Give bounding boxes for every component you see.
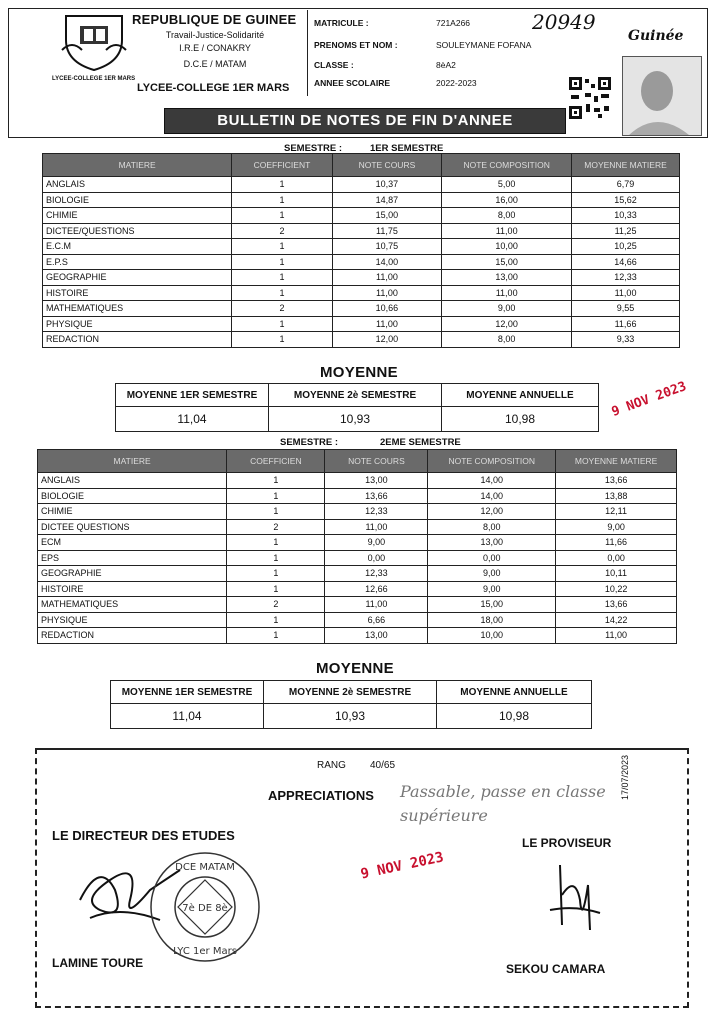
cell-note-cours: 13,00: [325, 628, 428, 644]
cell-matiere: EPS: [38, 550, 227, 566]
semester1-label: SEMESTRE :: [284, 143, 343, 154]
cell-note-cours: 11,00: [325, 519, 428, 535]
matricule-value: 721A266: [436, 18, 471, 28]
cell-note-cours: 6,66: [325, 612, 428, 628]
col-note-cours: NOTE COURS: [332, 154, 442, 177]
col-note-cours: NOTE COURS: [325, 450, 428, 473]
table-header: [38, 450, 677, 473]
cell-note-cours: 12,33: [325, 504, 428, 520]
moyenne-header-s2: MOYENNE 2è SEMESTRE: [269, 384, 442, 407]
table-row: [38, 550, 677, 566]
cell-note-composition: 10,00: [428, 628, 556, 644]
cell-note-composition: 8,00: [442, 208, 572, 224]
col-coefficient: COEFFICIEN: [227, 450, 325, 473]
cell-matiere: CHIMIE: [38, 504, 227, 520]
rang-value: 40/65: [370, 760, 396, 771]
moyenne-header-s1: MOYENNE 1ER SEMESTRE: [116, 384, 269, 407]
col-coefficient: COEFFICIENT: [232, 154, 332, 177]
cell-matiere: REDACTION: [43, 332, 232, 348]
cell-moyenne-matiere: 9,00: [556, 519, 677, 535]
cell-note-composition: 10,00: [442, 239, 572, 255]
bulletin-title: BULLETIN DE NOTES DE FIN D'ANNEE: [164, 108, 566, 134]
year-label: ANNEE SCOLAIRE: [314, 78, 391, 88]
cell-note-composition: 11,00: [442, 285, 572, 301]
cell-moyenne-matiere: 9,55: [572, 301, 680, 317]
appreciations-label: APPRECIATIONS: [268, 788, 374, 803]
table-row: [43, 192, 680, 208]
cell-note-composition: 13,00: [442, 270, 572, 286]
cell-matiere: BIOLOGIE: [43, 192, 232, 208]
moyenne-value-annual: 10,98: [437, 704, 592, 729]
cell-matiere: CHIMIE: [43, 208, 232, 224]
cell-note-composition: 14,00: [428, 473, 556, 489]
cell-matiere: E.P.S: [43, 254, 232, 270]
cell-moyenne-matiere: 0,00: [556, 550, 677, 566]
qr-code-icon: [568, 76, 612, 120]
col-note-composition: NOTE COMPOSITION: [428, 450, 556, 473]
moyenne-value-s1: 11,04: [116, 407, 269, 432]
cell-note-composition: 5,00: [442, 177, 572, 193]
table-row: [43, 332, 680, 348]
year-value: 2022-2023: [436, 78, 477, 88]
cell-moyenne-matiere: 15,62: [572, 192, 680, 208]
name-value: SOULEYMANE FOFANA: [436, 40, 532, 50]
moyenne-table-2: [110, 680, 592, 729]
cell-note-composition: 18,00: [428, 612, 556, 628]
official-seal: [140, 848, 270, 966]
cell-coefficient: 2: [227, 519, 325, 535]
table-row: [38, 504, 677, 520]
director-name: LAMINE TOURE: [52, 956, 144, 970]
moyenne-title-2: MOYENNE: [316, 660, 394, 677]
moyenne-header-annual: MOYENNE ANNUELLE: [442, 384, 599, 407]
cell-moyenne-matiere: 11,66: [556, 535, 677, 551]
cell-note-cours: 11,00: [332, 316, 442, 332]
table-row: [38, 519, 677, 535]
motto: Travail-Justice-Solidarité: [165, 30, 265, 40]
moyenne-table-1: [115, 383, 599, 432]
cell-coefficient: 2: [232, 223, 332, 239]
cell-moyenne-matiere: 14,22: [556, 612, 677, 628]
rang-label: RANG: [317, 760, 346, 771]
cell-coefficient: 1: [227, 473, 325, 489]
table-row: [38, 581, 677, 597]
seal-inner-text: 7è DE 8è: [182, 903, 228, 914]
cell-coefficient: 1: [227, 535, 325, 551]
cell-moyenne-matiere: 10,33: [572, 208, 680, 224]
proviseur-title: LE PROVISEUR: [522, 836, 612, 850]
cell-matiere: HISTOIRE: [38, 581, 227, 597]
cell-coefficient: 1: [227, 504, 325, 520]
cell-note-cours: 11,00: [332, 270, 442, 286]
table-row: [43, 223, 680, 239]
cell-moyenne-matiere: 11,00: [556, 628, 677, 644]
moyenne-header-annual: MOYENNE ANNUELLE: [437, 681, 592, 704]
cell-note-composition: 9,00: [428, 581, 556, 597]
cell-coefficient: 1: [232, 316, 332, 332]
table-row: [38, 612, 677, 628]
cell-coefficient: 1: [232, 270, 332, 286]
cell-note-composition: 8,00: [428, 519, 556, 535]
semester2-name: 2EME SEMESTRE: [380, 437, 461, 448]
cell-matiere: GEOGRAPHIE: [38, 566, 227, 582]
cell-note-cours: 12,00: [332, 332, 442, 348]
table-row: [38, 488, 677, 504]
cell-moyenne-matiere: 10,22: [556, 581, 677, 597]
cell-note-cours: 13,00: [325, 473, 428, 489]
cell-coefficient: 1: [232, 254, 332, 270]
student-photo: [622, 56, 702, 136]
col-matiere: MATIERE: [38, 450, 227, 473]
cell-note-composition: 16,00: [442, 192, 572, 208]
cell-moyenne-matiere: 9,33: [572, 332, 680, 348]
cell-matiere: PHYSIQUE: [43, 316, 232, 332]
cell-note-cours: 15,00: [332, 208, 442, 224]
cell-note-composition: 8,00: [442, 332, 572, 348]
cell-coefficient: 1: [232, 332, 332, 348]
proviseur-signature: [540, 855, 610, 935]
cell-moyenne-matiere: 11,66: [572, 316, 680, 332]
class-value: 8èA2: [436, 60, 456, 70]
cell-coefficient: 1: [227, 581, 325, 597]
table-header: [43, 154, 680, 177]
cell-note-composition: 13,00: [428, 535, 556, 551]
cell-matiere: REDACTION: [38, 628, 227, 644]
cell-note-composition: 14,00: [428, 488, 556, 504]
cell-note-cours: 14,00: [332, 254, 442, 270]
brand-logo: Guinée: [628, 28, 684, 44]
cell-moyenne-matiere: 6,79: [572, 177, 680, 193]
table-row: [43, 316, 680, 332]
col-matiere: MATIERE: [43, 154, 232, 177]
semester2-label: SEMESTRE :: [280, 437, 339, 448]
cell-note-cours: 10,37: [332, 177, 442, 193]
cell-coefficient: 2: [227, 597, 325, 613]
ire-line: I.R.E / CONAKRY: [179, 43, 251, 53]
cell-moyenne-matiere: 13,66: [556, 597, 677, 613]
cell-moyenne-matiere: 11,00: [572, 285, 680, 301]
cell-coefficient: 1: [227, 566, 325, 582]
cell-note-cours: 11,75: [332, 223, 442, 239]
cell-note-cours: 12,66: [325, 581, 428, 597]
table-row: [43, 270, 680, 286]
logo-caption: LYCEE-COLLEGE 1ER MARS: [52, 76, 136, 82]
semester1-name: 1ER SEMESTRE: [370, 143, 444, 154]
cell-matiere: ANGLAIS: [38, 473, 227, 489]
table-row: [38, 473, 677, 489]
table-row: [43, 177, 680, 193]
cell-note-cours: 0,00: [325, 550, 428, 566]
cell-note-cours: 11,00: [332, 285, 442, 301]
cell-note-composition: 15,00: [442, 254, 572, 270]
cell-moyenne-matiere: 12,11: [556, 504, 677, 520]
cell-note-composition: 11,00: [442, 223, 572, 239]
school-logo: [58, 10, 130, 74]
cell-note-composition: 12,00: [442, 316, 572, 332]
country-title: REPUBLIQUE DE GUINEE: [132, 12, 297, 27]
table-row: [43, 301, 680, 317]
cell-moyenne-matiere: 13,66: [556, 473, 677, 489]
cell-note-composition: 12,00: [428, 504, 556, 520]
date-vertical: 17/07/2023: [620, 754, 630, 800]
cell-note-cours: 13,66: [325, 488, 428, 504]
handwritten-number: 20949: [532, 10, 596, 34]
cell-moyenne-matiere: 11,25: [572, 223, 680, 239]
moyenne-value-s1: 11,04: [111, 704, 264, 729]
cell-matiere: ANGLAIS: [43, 177, 232, 193]
table-row: [43, 239, 680, 255]
table-row: [43, 208, 680, 224]
moyenne-header-s1: MOYENNE 1ER SEMESTRE: [111, 681, 264, 704]
cell-note-composition: 9,00: [428, 566, 556, 582]
cell-note-cours: 11,00: [325, 597, 428, 613]
table-row: [43, 285, 680, 301]
cell-matiere: E.C.M: [43, 239, 232, 255]
table-row: [38, 597, 677, 613]
date-stamp-1: 9 NOV 2023: [609, 379, 689, 420]
cell-matiere: BIOLOGIE: [38, 488, 227, 504]
cell-coefficient: 1: [227, 550, 325, 566]
cell-coefficient: 1: [232, 177, 332, 193]
seal-top-text: DCE MATAM: [175, 862, 235, 873]
cell-matiere: ECM: [38, 535, 227, 551]
table-row: [38, 628, 677, 644]
moyenne-value-annual: 10,98: [442, 407, 599, 432]
class-label: CLASSE :: [314, 60, 354, 70]
appreciation-handwritten: Passable, passe en classe supérieure: [400, 782, 606, 825]
cell-moyenne-matiere: 10,25: [572, 239, 680, 255]
moyenne-value-s2: 10,93: [264, 704, 437, 729]
cell-note-composition: 9,00: [442, 301, 572, 317]
table-row: [43, 254, 680, 270]
cell-note-composition: 15,00: [428, 597, 556, 613]
cell-coefficient: 1: [227, 612, 325, 628]
dce-line: D.C.E / MATAM: [183, 59, 247, 69]
cell-coefficient: 1: [227, 488, 325, 504]
cell-note-cours: 10,66: [332, 301, 442, 317]
moyenne-value-s2: 10,93: [269, 407, 442, 432]
school-name: LYCEE-COLLEGE 1ER MARS: [137, 82, 290, 94]
cell-coefficient: 1: [232, 285, 332, 301]
cell-moyenne-matiere: 13,88: [556, 488, 677, 504]
date-stamp-2: 9 NOV 2023: [359, 849, 446, 883]
semester2-table: [37, 449, 677, 644]
cell-note-cours: 14,87: [332, 192, 442, 208]
director-title: LE DIRECTEUR DES ETUDES: [52, 828, 235, 843]
cell-moyenne-matiere: 14,66: [572, 254, 680, 270]
moyenne-header-s2: MOYENNE 2è SEMESTRE: [264, 681, 437, 704]
col-moyenne-matiere: MOYENNE MATIERE: [556, 450, 677, 473]
moyenne-title-1: MOYENNE: [320, 364, 398, 381]
cell-coefficient: 1: [232, 208, 332, 224]
cell-note-cours: 12,33: [325, 566, 428, 582]
table-row: [38, 535, 677, 551]
cell-coefficient: 2: [232, 301, 332, 317]
cell-coefficient: 1: [232, 192, 332, 208]
cell-note-cours: 9,00: [325, 535, 428, 551]
cell-matiere: PHYSIQUE: [38, 612, 227, 628]
cell-matiere: DICTEE QUESTIONS: [38, 519, 227, 535]
semester1-table: [42, 153, 680, 348]
table-row: [38, 566, 677, 582]
cell-moyenne-matiere: 10,11: [556, 566, 677, 582]
cell-coefficient: 1: [227, 628, 325, 644]
name-label: PRENOMS ET NOM :: [314, 40, 398, 50]
cell-note-composition: 0,00: [428, 550, 556, 566]
cell-matiere: DICTEE/QUESTIONS: [43, 223, 232, 239]
cell-moyenne-matiere: 12,33: [572, 270, 680, 286]
cell-coefficient: 1: [232, 239, 332, 255]
cell-matiere: HISTOIRE: [43, 285, 232, 301]
seal-bottom-text: LYC 1er Mars: [173, 946, 237, 957]
cell-matiere: MATHEMATIQUES: [38, 597, 227, 613]
cell-matiere: MATHEMATIQUES: [43, 301, 232, 317]
cell-note-cours: 10,75: [332, 239, 442, 255]
col-note-composition: NOTE COMPOSITION: [442, 154, 572, 177]
col-moyenne-matiere: MOYENNE MATIERE: [572, 154, 680, 177]
cell-matiere: GEOGRAPHIE: [43, 270, 232, 286]
proviseur-name: SEKOU CAMARA: [506, 962, 606, 976]
matricule-label: MATRICULE :: [314, 18, 369, 28]
